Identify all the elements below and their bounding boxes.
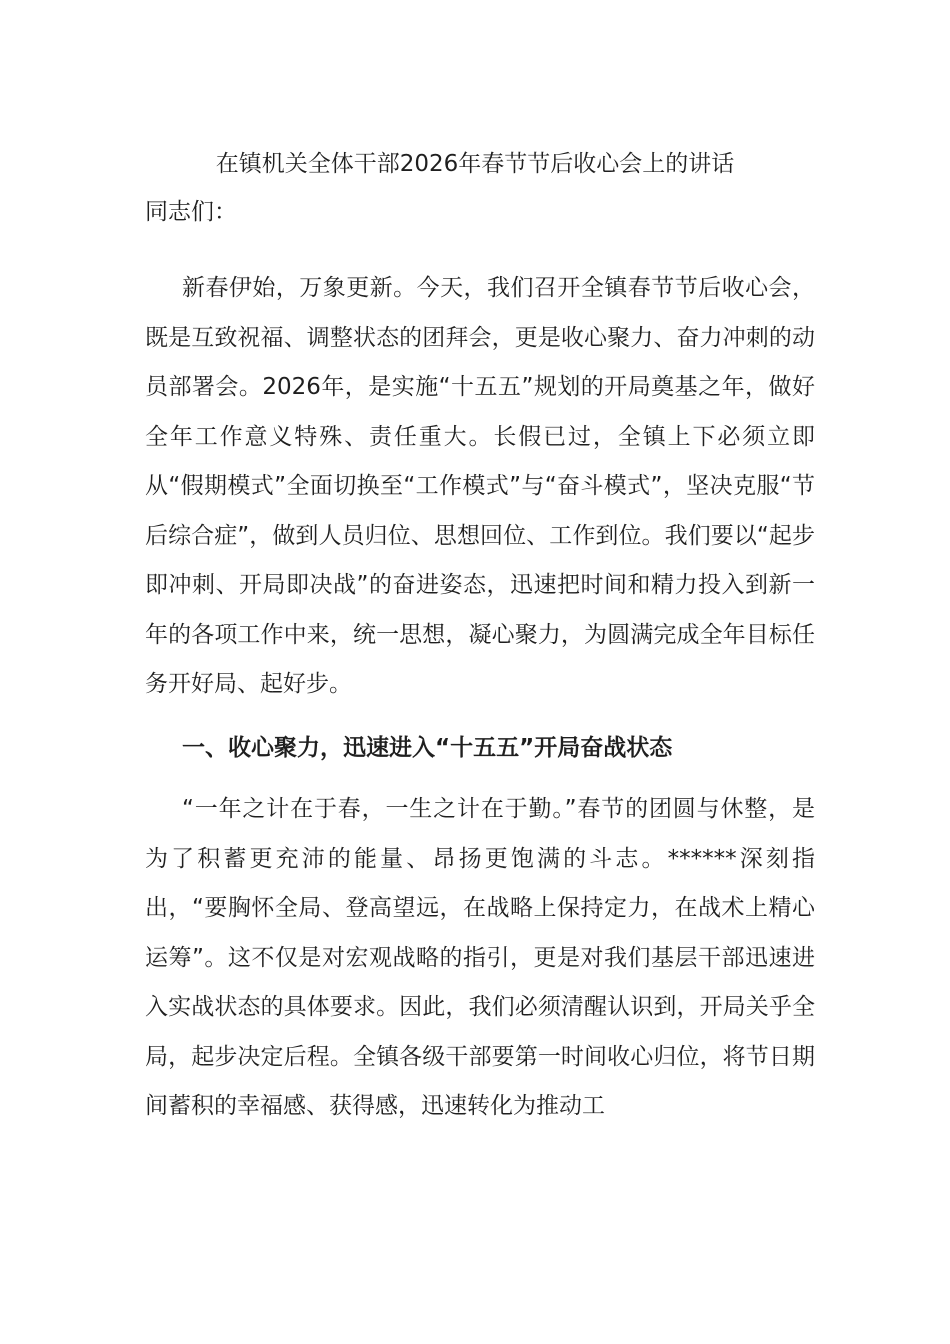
- document-title: 在镇机关全体干部2026年春节节后收心会上的讲话: [215, 151, 735, 177]
- salutation: 同志们：: [145, 199, 237, 225]
- paragraph-section-1: “一年之计在于春，一生之计在于勤。”春节的团圆与休整，是为了积蓄更充沛的能量、昂扬更饱满的斗志。******深刻指出，“要胸怀全局、登高望远，在战略上保持定力，在战术上精心运筹”。这不仅是对宏观战略的指引，更是对我们基层干部迅速进入实战状态的具体要求。因此，我们必须清醒认识到，开局关乎全局，起步决定后程。全镇各级干部要第一时间收心归位，将节日期间蓄积的幸福感、获得感，迅速转化为推动工: [145, 796, 815, 1119]
- section-heading-1: 一、收心聚力，迅速进入“十五五”开局奋战状态: [182, 735, 673, 761]
- paragraph-intro: 新春伊始，万象更新。今天，我们召开全镇春节节后收心会，既是互致祝福、调整状态的团拜会，更是收心聚力、奋力冲刺的动员部署会。2026年，是实施“十五五”规划的开局奠基之年，做好全年工作意义特殊、责任重大。长假已过，全镇上下必须立即从“假期模式”全面切换至“工作模式”与“奋斗模式”，坚决克服“节后综合症”，做到人员归位、思想回位、工作到位。我们要以“起步即冲刺、开局即决战”的奋进姿态，迅速把时间和精力投入到新一年的各项工作中来，统一思想，凝心聚力，为圆满完成全年目标任务开好局、起好步。: [145, 275, 815, 697]
